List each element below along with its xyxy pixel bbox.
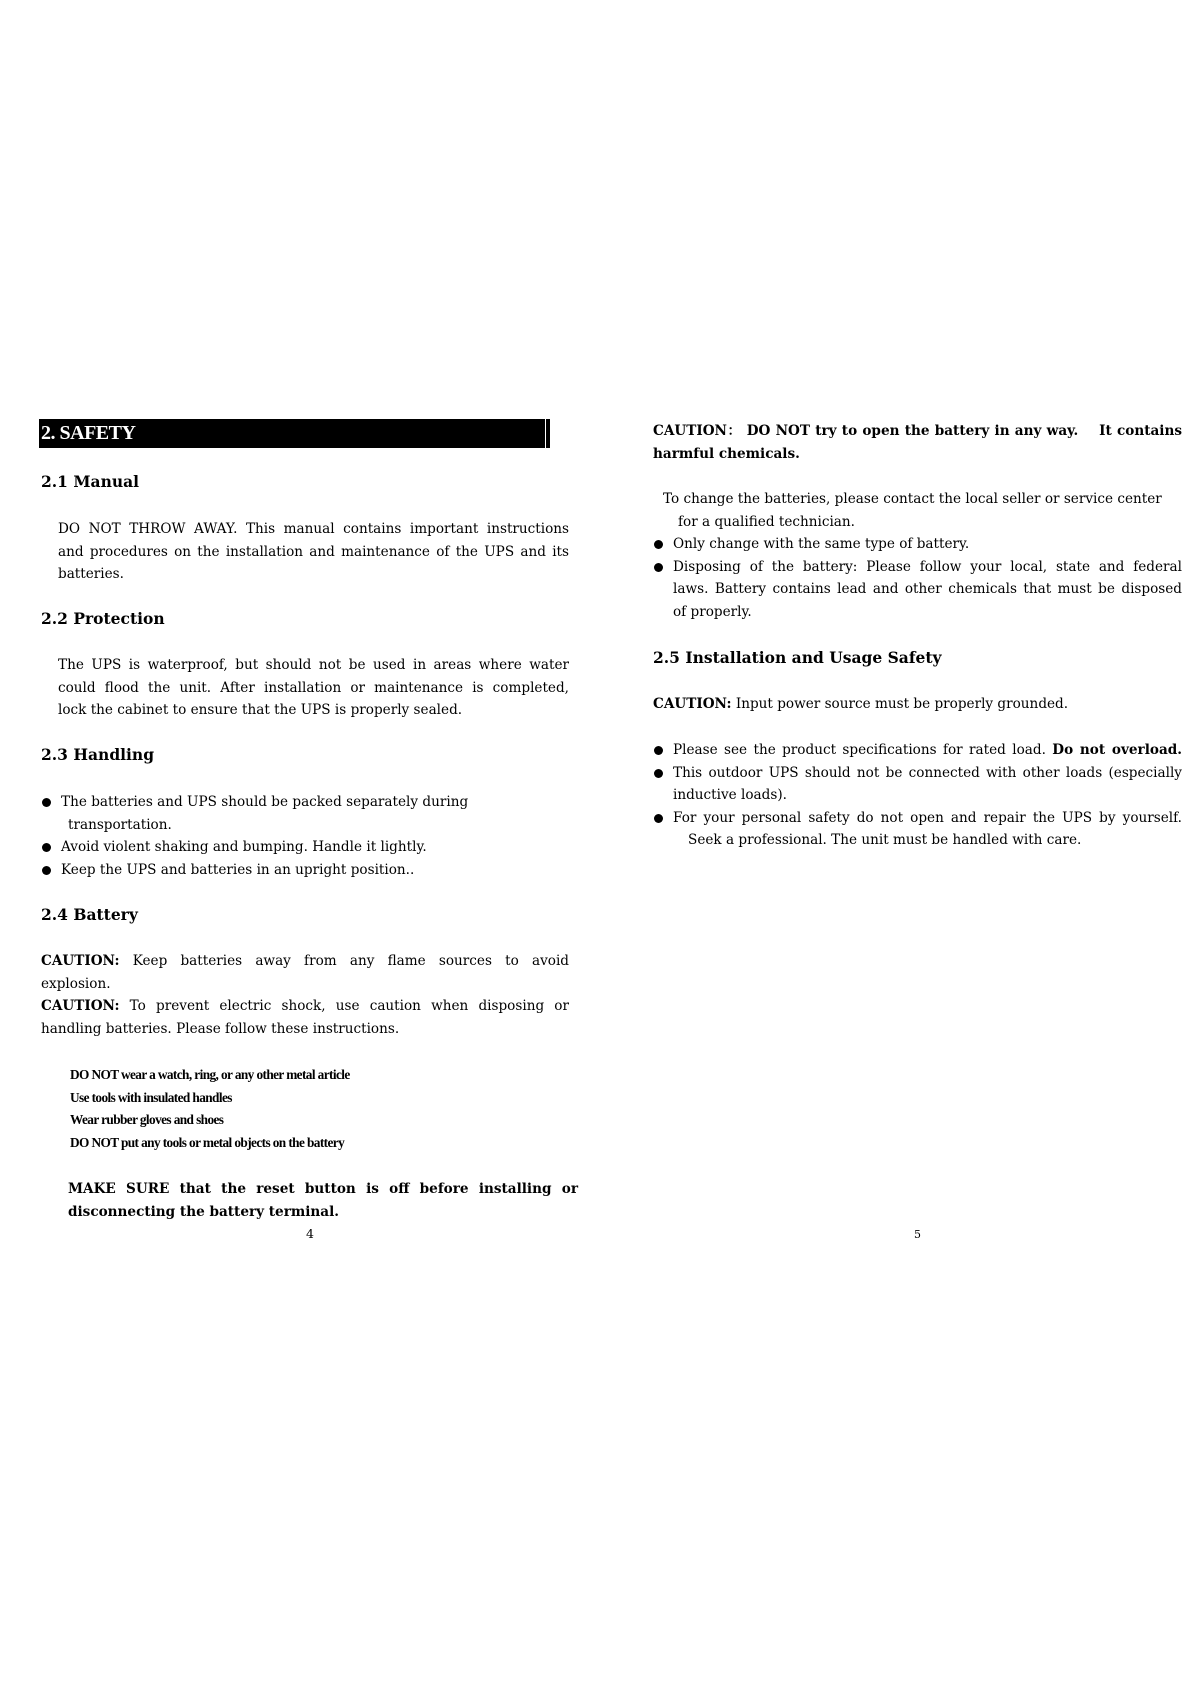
make-sure-line-2: disconnecting the battery terminal. [68, 1203, 340, 1220]
caution-2-line-2: handling batteries. Please follow these instructions. [41, 1020, 400, 1037]
heading-2-3: 2.3 Handling [41, 745, 155, 764]
usage-item-1-bold: Do not overload. [1052, 742, 1182, 758]
page-number-right: 5 [914, 1228, 921, 1241]
make-sure-notice [68, 1178, 578, 1223]
instruction-1: DO NOT wear a watch, ring, or any other metal article [70, 1067, 350, 1082]
caution-label: CAUTION: [41, 998, 120, 1014]
caution-2-line-1 [41, 995, 569, 1018]
change-line-2: for a qualified technician. [678, 513, 855, 530]
caution-2-text: To prevent electric shock, use caution when disposing or [129, 998, 569, 1014]
list-item [41, 791, 561, 836]
banner-edge-line [545, 419, 546, 448]
heading-2-1: 2.1 Manual [41, 472, 140, 491]
caution-1-line-1 [41, 950, 569, 973]
usage-item-2-line-2: inductive loads). [673, 787, 787, 803]
instruction-2: Use tools with insulated handles [70, 1089, 232, 1105]
heading-2-5: 2.5 Installation and Usage Safety [653, 648, 942, 667]
heading-2-4: 2.4 Battery [41, 905, 138, 924]
usage-item-1 [673, 739, 1182, 762]
list-item [653, 533, 1182, 556]
bullet-icon [42, 798, 51, 807]
caution-1-line-2: explosion. [41, 975, 111, 992]
usage-item-2-line-1: This outdoor UPS should not be connected with other loads (especially [673, 764, 1182, 781]
caution-label: CAUTION: [41, 953, 120, 969]
make-sure-line-1: MAKE SURE that the reset button is off before installing or [68, 1181, 578, 1197]
handling-item-2: Avoid violent shaking and bumping. Handle it lightly. [61, 839, 427, 855]
protection-paragraph [58, 654, 569, 722]
handling-item-3: Keep the UPS and batteries in an upright position.. [61, 861, 415, 878]
instruction-3: Wear rubber gloves and shoes [70, 1112, 224, 1127]
usage-item-1-text: Please see the product specifications for rated load. [673, 742, 1046, 758]
usage-list [653, 739, 1182, 852]
chapter-banner [39, 419, 550, 448]
list-item [41, 836, 561, 859]
page-number-left: 4 [306, 1226, 314, 1241]
list-item [41, 859, 561, 882]
open-battery-caution [653, 420, 1182, 465]
battery-item-2-line-3: of properly. [673, 603, 752, 620]
protection-line-3: lock the cabinet to ensure that the UPS is properly sealed. [58, 702, 463, 718]
battery-item-1: Only change with the same type of battery. [673, 536, 970, 552]
battery-item-2-line-1: Disposing of the battery: Please follow your local, state and federal [673, 558, 1182, 575]
handling-list [41, 791, 561, 881]
bullet-icon [42, 843, 51, 852]
instruction-4: DO NOT put any tools or metal objects on the battery [70, 1134, 345, 1150]
bullet-icon [654, 563, 663, 572]
bullet-icon [654, 540, 663, 549]
usage-item-3-line-2: Seek a professional. The unit must be handled with care. [688, 832, 1082, 848]
open-battery-caution-line-1: CAUTION： DO NOT try to open the battery in any way. It contains [653, 423, 1182, 439]
change-batteries-paragraph [663, 488, 1183, 533]
list-item [653, 762, 1182, 807]
list-item [653, 739, 1182, 762]
list-item [653, 807, 1182, 852]
battery-instructions [70, 1064, 350, 1154]
grounding-caution-text: Input power source must be properly grounded. [735, 696, 1069, 712]
protection-line-1: The UPS is waterproof, but should not be used in areas where water [58, 657, 569, 673]
bullet-icon [654, 769, 663, 778]
manual-paragraph [58, 518, 569, 586]
manual-line-1: DO NOT THROW AWAY. This manual contains important instructions [58, 521, 569, 537]
handling-item-1-line-1: The batteries and UPS should be packed separately during [61, 794, 469, 810]
heading-2-2: 2.2 Protection [41, 609, 165, 628]
grounding-caution [653, 693, 1182, 716]
caution-label: CAUTION: [653, 696, 732, 712]
protection-line-2: could flood the unit. After installation or maintenance is completed, [58, 679, 569, 696]
battery-caution-block [41, 950, 569, 1040]
list-item [653, 556, 1182, 624]
change-line-1: To change the batteries, please contact the local seller or service center [663, 491, 1162, 507]
usage-item-3-line-1: For your personal safety do not open and repair the UPS by yourself. [673, 809, 1182, 826]
handling-item-1-line-2: transportation. [68, 816, 172, 833]
battery-list [653, 533, 1182, 623]
bullet-icon [42, 866, 51, 875]
battery-item-2-line-2: laws. Battery contains lead and other chemicals that must be disposed [673, 581, 1182, 597]
manual-line-2: and procedures on the installation and maintenance of the UPS and its [58, 543, 569, 560]
bullet-icon [654, 814, 663, 823]
manual-line-3: batteries. [58, 566, 124, 582]
page-right [600, 0, 1192, 1685]
open-battery-caution-line-2: harmful chemicals. [653, 445, 800, 462]
caution-1-text: Keep batteries away from any flame sources to avoid [132, 953, 569, 969]
bullet-icon [654, 746, 663, 755]
chapter-title: 2. SAFETY [41, 422, 136, 444]
